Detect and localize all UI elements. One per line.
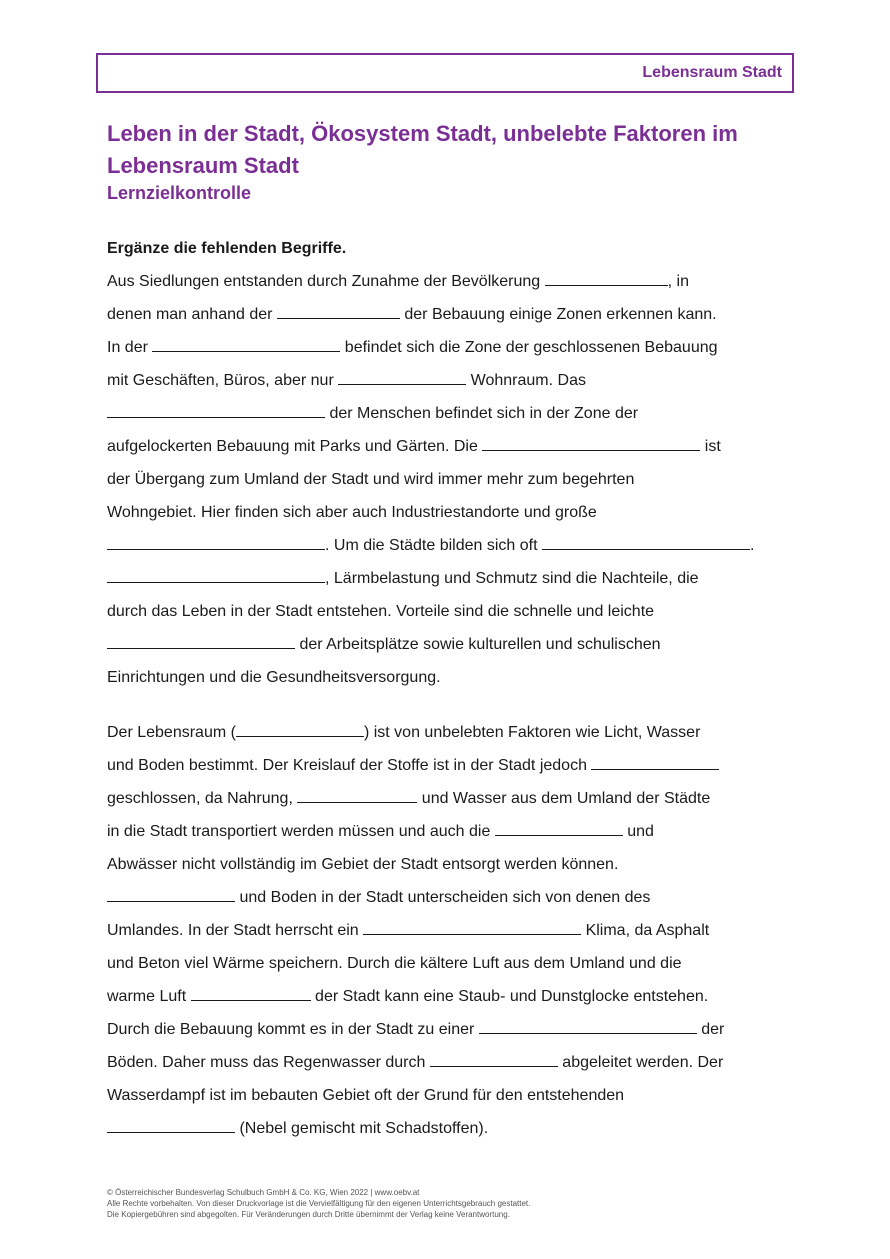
text-line: in die Stadt transportiert werden müssen und auch die und — [107, 815, 797, 848]
text-line: durch das Leben in der Stadt entstehen. Vorteile sind die schnelle und leichte — [107, 603, 655, 620]
cloze-paragraph-1 — [107, 265, 797, 694]
blank-field[interactable] — [297, 786, 417, 803]
blank-field[interactable] — [430, 1050, 558, 1067]
footer-line: Alle Rechte vorbehalten. Von dieser Druckvorlage ist die Vervielfältigung für den eigenen Unterrichtsgebrauch gestattet. — [107, 1199, 531, 1208]
text-line: (Nebel gemischt mit Schadstoffen). — [107, 1112, 797, 1145]
blank-field[interactable] — [107, 566, 325, 583]
blank-field[interactable] — [542, 533, 750, 550]
blank-field[interactable] — [107, 1116, 235, 1133]
page-title: Leben in der Stadt, Ökosystem Stadt, unbelebte Faktoren im Lebensraum Stadt — [107, 121, 738, 178]
text-line: Der Lebensraum ( ) ist von unbelebten Faktoren wie Licht, Wasser — [107, 716, 797, 749]
blank-field[interactable] — [591, 753, 719, 770]
copyright-footer — [107, 1187, 530, 1220]
text-line: Abwässer nicht vollständig im Gebiet der Stadt entsorgt werden können. — [107, 856, 619, 873]
text-line: . Um die Städte bilden sich oft . — [107, 529, 797, 562]
text-line: und Boden bestimmt. Der Kreislauf der Stoffe ist in der Stadt jedoch — [107, 749, 797, 782]
blank-field[interactable] — [479, 1017, 697, 1034]
text-line: Aus Siedlungen entstanden durch Zunahme der Bevölkerung , in — [107, 265, 797, 298]
blank-field[interactable] — [152, 335, 340, 352]
blank-field[interactable] — [107, 885, 235, 902]
text-line: Wasserdampf ist im bebauten Gebiet oft der Grund für den entstehenden — [107, 1087, 625, 1104]
text-line: geschlossen, da Nahrung, und Wasser aus dem Umland der Städte — [107, 782, 797, 815]
text-line: warme Luft der Stadt kann eine Staub- und Dunstglocke entstehen. — [107, 980, 797, 1013]
instruction: Ergänze die fehlenden Begriffe. — [107, 240, 347, 257]
text-line: Einrichtungen und die Gesundheitsversorgung. — [107, 669, 441, 686]
text-line: Böden. Daher muss das Regenwasser durch abgeleitet werden. Der — [107, 1046, 797, 1079]
text-line: der Übergang zum Umland der Stadt und wird immer mehr zum begehrten — [107, 471, 635, 488]
blank-field[interactable] — [191, 984, 311, 1001]
blank-field[interactable] — [107, 401, 325, 418]
text-line: denen man anhand der der Bebauung einige Zonen erkennen kann. — [107, 298, 797, 331]
blank-field[interactable] — [107, 632, 295, 649]
blank-field[interactable] — [277, 302, 400, 319]
page-subtitle: Lernzielkontrolle — [107, 183, 252, 203]
footer-line: Die Kopiergebühren sind abgegolten. Für Veränderungen durch Dritte übernimmt der Verlag keine Verantwortung. — [107, 1210, 510, 1219]
text-line: aufgelockerten Bebauung mit Parks und Gärten. Die ist — [107, 430, 797, 463]
text-line: , Lärmbelastung und Schmutz sind die Nachteile, die — [107, 562, 797, 595]
blank-field[interactable] — [545, 269, 668, 286]
footer-line: © Österreichischer Bundesverlag Schulbuch GmbH & Co. KG, Wien 2022 | www.oebv.at — [107, 1188, 420, 1197]
text-line: Durch die Bebauung kommt es in der Stadt zu einer der — [107, 1013, 797, 1046]
blank-field[interactable] — [363, 918, 581, 935]
text-line: der Menschen befindet sich in der Zone der — [107, 397, 797, 430]
text-line: Wohngebiet. Hier finden sich aber auch Industriestandorte und große — [107, 504, 597, 521]
blank-field[interactable] — [482, 434, 700, 451]
header-banner — [96, 53, 794, 93]
cloze-paragraph-2 — [107, 716, 797, 1145]
text-line: mit Geschäften, Büros, aber nur Wohnraum. Das — [107, 364, 797, 397]
blank-field[interactable] — [338, 368, 466, 385]
text-line: In der befindet sich die Zone der geschlossenen Bebauung — [107, 331, 797, 364]
blank-field[interactable] — [495, 819, 623, 836]
text-line: Umlandes. In der Stadt herrscht ein Klima, da Asphalt — [107, 914, 797, 947]
blank-field[interactable] — [236, 720, 364, 737]
text-line: der Arbeitsplätze sowie kulturellen und schulischen — [107, 628, 797, 661]
text-line: und Beton viel Wärme speichern. Durch die kältere Luft aus dem Umland und die — [107, 955, 682, 972]
header-label: Lebensraum Stadt — [642, 64, 782, 81]
blank-field[interactable] — [107, 533, 325, 550]
text-line: und Boden in der Stadt unterscheiden sich von denen des — [107, 881, 797, 914]
